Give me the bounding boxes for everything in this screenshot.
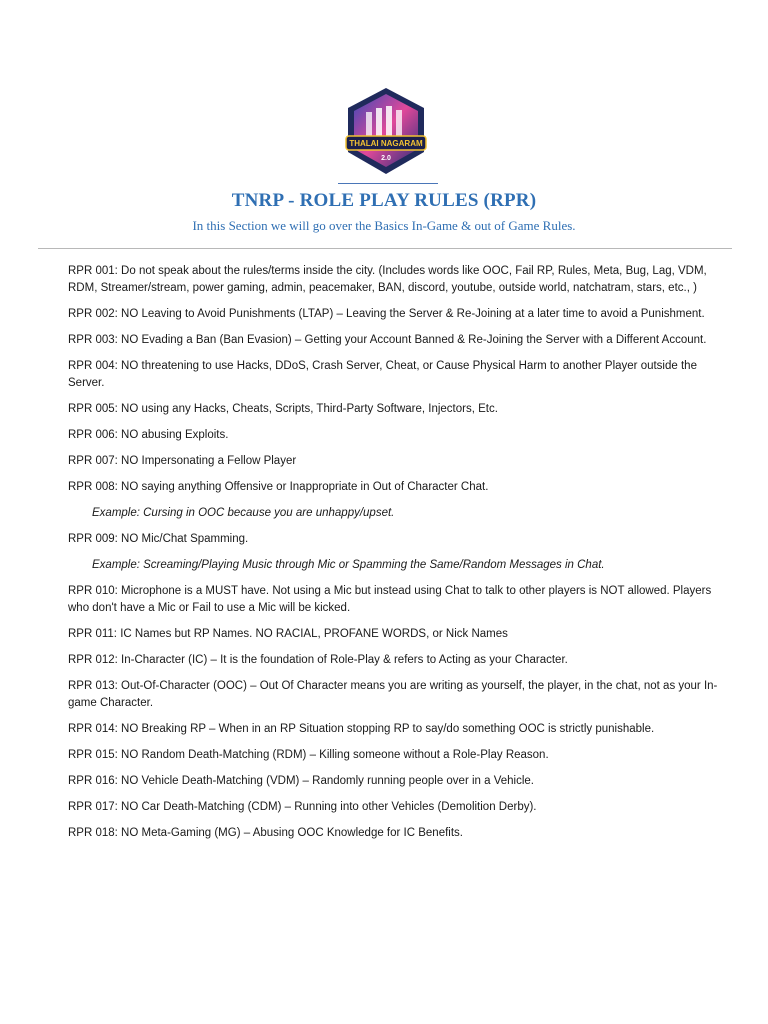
rule-item: RPR 011: IC Names but RP Names. NO RACIAL, PROFANE WORDS, or Nick Names xyxy=(68,628,508,640)
rule-example: Example: Screaming/Playing Music through Mic or Spamming the Same/Random Messages in Chat. xyxy=(92,559,605,571)
rule-item: RPR 002: NO Leaving to Avoid Punishments (LTAP) – Leaving the Server & Re-Joining at a later time to avoid a Punishment. xyxy=(68,308,705,320)
rule-item: RPR 013: Out-Of-Character (OOC) – Out Of Character means you are writing as yourself, the player, in the chat, not as your In-game Character. xyxy=(68,680,718,709)
rules-list xyxy=(68,263,732,851)
logo-version: 2.0 xyxy=(381,155,391,162)
rule-item: RPR 012: In-Character (IC) – It is the foundation of Role-Play & refers to Acting as your Character. xyxy=(68,654,568,666)
rule-item: RPR 003: NO Evading a Ban (Ban Evasion) – Getting your Account Banned & Re-Joining the Server with a Different Account. xyxy=(68,334,707,346)
rule-item: RPR 004: NO threatening to use Hacks, DDoS, Crash Server, Cheat, or Cause Physical Harm to another Player outside the Server. xyxy=(68,360,697,389)
rule-item: RPR 007: NO Impersonating a Fellow Player xyxy=(68,455,297,467)
rule-item: RPR 009: NO Mic/Chat Spamming. xyxy=(68,533,249,545)
rule-item: RPR 006: NO abusing Exploits. xyxy=(68,429,229,441)
rule-item: RPR 014: NO Breaking RP – When in an RP Situation stopping RP to say/do something OOC is strictly punishable. xyxy=(68,723,655,735)
rule-example: Example: Cursing in OOC because you are unhappy/upset. xyxy=(92,507,395,519)
logo-text: THALAI NAGARAM xyxy=(349,139,423,148)
rule-item: RPR 016: NO Vehicle Death-Matching (VDM) – Randomly running people over in a Vehicle. xyxy=(68,775,534,787)
rule-item: RPR 010: Microphone is a MUST have. Not using a Mic but instead using Chat to talk to other players is NOT allowed. Players who don't have a Mic or Fail to use a Mic will be kicked. xyxy=(68,585,712,614)
logo xyxy=(340,86,432,178)
rule-item: RPR 018: NO Meta-Gaming (MG) – Abusing OOC Knowledge for IC Benefits. xyxy=(68,827,463,839)
rule-item: RPR 001: Do not speak about the rules/terms inside the city. (Includes words like OOC, Fail RP, Rules, Meta, Bug, Lag, VDM, RDM, Streamer/stream, power gaming, admin, peacemaker, BAN, discord, youtube, outside world, natchatram, stars, etc., ) xyxy=(68,265,707,294)
rule-item: RPR 008: NO saying anything Offensive or Inappropriate in Out of Character Chat. xyxy=(68,481,489,493)
page-title: TNRP - ROLE PLAY RULES (RPR) xyxy=(231,190,537,211)
rule-item: RPR 005: NO using any Hacks, Cheats, Scripts, Third-Party Software, Injectors, Etc. xyxy=(68,403,498,415)
divider xyxy=(38,248,732,249)
rule-item: RPR 017: NO Car Death-Matching (CDM) – Running into other Vehicles (Demolition Derby). xyxy=(68,801,537,813)
rule-item: RPR 015: NO Random Death-Matching (RDM) – Killing someone without a Role-Play Reason. xyxy=(68,749,549,761)
title-underline xyxy=(338,183,438,184)
page-subtitle: In this Section we will go over the Basics In-Game & out of Game Rules. xyxy=(192,218,576,233)
